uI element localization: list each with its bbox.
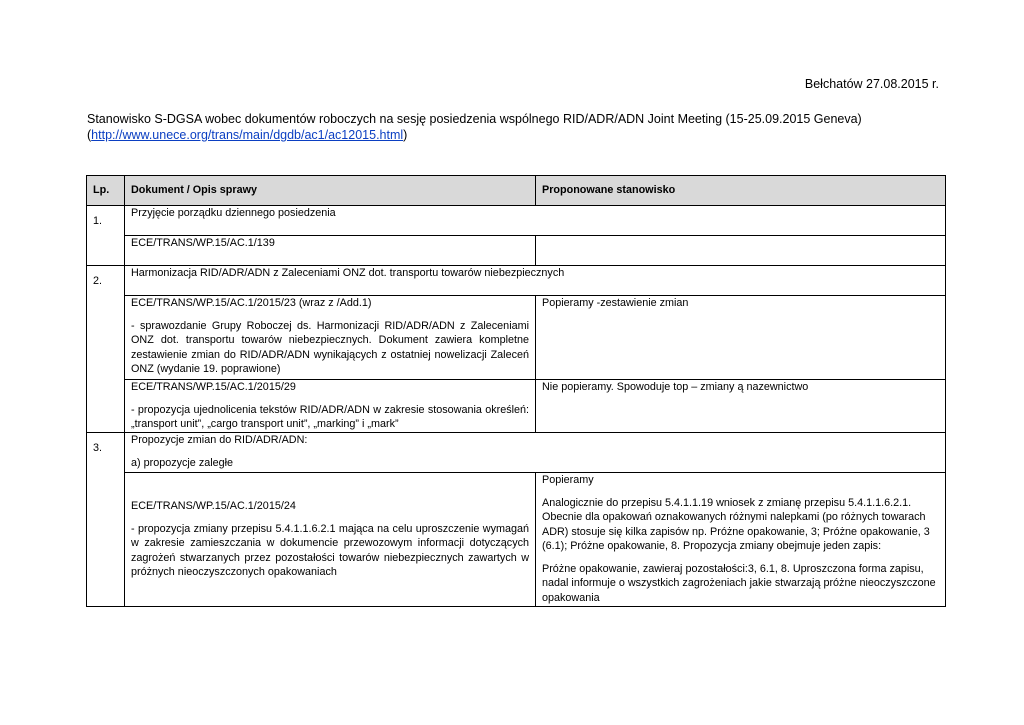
- position-cell: [536, 473, 946, 607]
- table-row: [87, 296, 946, 380]
- source-link-line: [87, 127, 947, 143]
- proposed-position: Popieramy -zestawienie zmian: [536, 296, 946, 380]
- unece-link[interactable]: http://www.unece.org/trans/main/dgdb/ac1/ac12015.html: [91, 128, 404, 142]
- table-row: [87, 266, 946, 296]
- section-title: Harmonizacja RID/ADR/ADN z Zaleceniami ONZ dot. transportu towarów niebezpiecznych: [125, 266, 946, 296]
- table-header-row: [87, 176, 946, 206]
- document-reference: ECE/TRANS/WP.15/AC.1/2015/24: [131, 500, 296, 513]
- section-cell: [125, 433, 946, 473]
- row-number: 3.: [87, 433, 125, 607]
- link-close-paren: ): [403, 128, 408, 142]
- positions-table: [86, 175, 946, 607]
- row-number: 2.: [87, 266, 125, 433]
- document-description: - sprawozdanie Grupy Roboczej ds. Harmonizacji RID/ADR/ADN z Zaleceniami ONZ dot. transportu towarów niebezpiecznych. Dokument zawiera kompletne zestawienie zmian do RID/ADR/ADN wynikających z ostatniej nowelizacji Zaleceń ONZ (wydanie 19. poprawione): [131, 319, 529, 375]
- document-description: - propozycja ujednolicenia tekstów RID/ADR/ADN w zakresie stosowania określeń: „transport unit”, „cargo transport unit”, „marking” i „mark”: [131, 403, 529, 430]
- document-heading: [87, 111, 947, 143]
- row-number: 1.: [87, 206, 125, 266]
- table-row: [87, 433, 946, 473]
- position-body: Analogicznie do przepisu 5.4.1.1.19 wniosek z zmianę przepisu 5.4.1.1.6.2.1. Obecnie dla opakowań oznakowanych różnymi nalepkami (po różnych towarach ADR) stosuje się kilka zapisów np. Próżne opakowanie, 3; Próżne opakowanie, 3 (6.1); Próżne opakowanie, 8. Propozycja zmiany obejmuje jeden zapis:: [542, 496, 930, 552]
- table-row: [87, 236, 946, 266]
- header-lp: Lp.: [87, 176, 125, 206]
- position-title: Popieramy: [542, 474, 594, 486]
- position-example: Próżne opakowanie, zawieraj pozostałości:3, 6.1, 8. Uproszczona forma zapisu, nadal informuje o wszystkich zagrożeniach jakie stwarzają próżne nieoczyszczone opakowania: [542, 562, 936, 604]
- document-reference: ECE/TRANS/WP.15/AC.1/2015/23 (wraz z /Add.1): [131, 297, 372, 309]
- header-position: Proponowane stanowisko: [536, 176, 946, 206]
- document-title: Stanowisko S-DGSA wobec dokumentów roboczych na sesję posiedzenia wspólnego RID/ADR/ADN Joint Meeting (15-25.09.2015 Geneva): [87, 112, 862, 126]
- proposed-position: Nie popieramy. Spowoduje top – zmiany ą nazewnictwo: [536, 380, 946, 433]
- section-title: Przyjęcie porządku dziennego posiedzenia: [125, 206, 946, 236]
- link-open-paren: (: [87, 128, 92, 142]
- header-document: Dokument / Opis sprawy: [125, 176, 536, 206]
- section-title: Propozycje zmian do RID/ADR/ADN:: [131, 434, 308, 446]
- document-date: Bełchatów 27.08.2015 r.: [804, 77, 939, 91]
- document-cell: [125, 296, 536, 380]
- table-row: [87, 473, 946, 607]
- proposed-position: [536, 236, 946, 266]
- document-description: - propozycja zmiany przepisu 5.4.1.1.6.2.1 mająca na celu uproszczenie wymagań w zakresie zamieszczania w dokumencie przewozowym informacji dotyczących zagrożeń stwarzanych przez pozostałości towarów niebezpiecznych zawartych w próżnych nieoczyszczonych opakowaniach: [131, 522, 529, 579]
- document-reference: ECE/TRANS/WP.15/AC.1/2015/29: [131, 381, 296, 393]
- document-reference: ECE/TRANS/WP.15/AC.1/139: [125, 236, 536, 266]
- document-cell: [125, 380, 536, 433]
- table-row: [87, 380, 946, 433]
- document-cell: [125, 473, 536, 607]
- subsection-title: a) propozycje zaległe: [131, 456, 234, 469]
- table-row: [87, 206, 946, 236]
